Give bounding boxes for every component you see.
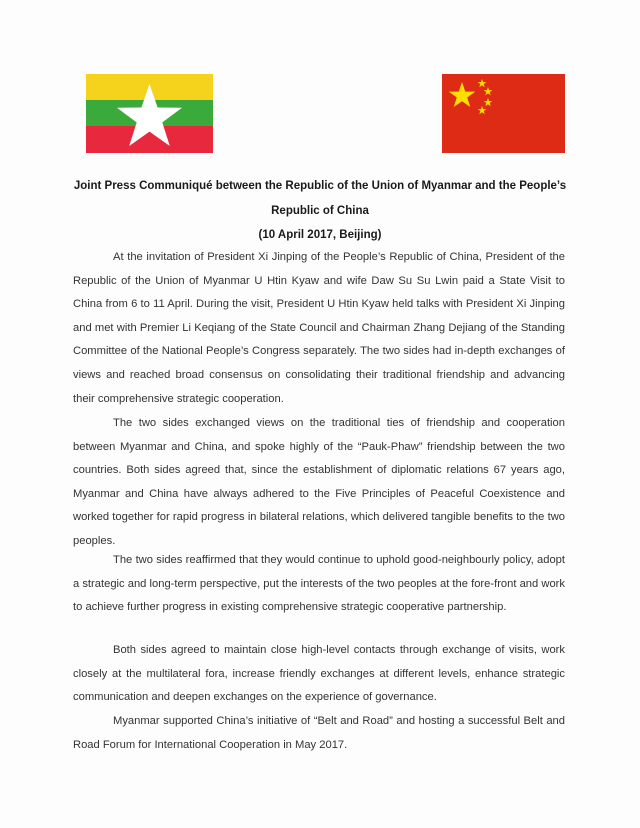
paragraph-text: Myanmar supported China’s initiative of “Belt and Road” and hosting a successful Belt and Road Forum for International Cooperation in May 2017. (73, 715, 565, 751)
paragraph-5 (73, 710, 565, 757)
paragraph-text: Both sides agreed to maintain close high-level contacts through exchange of visits, work closely at the multilateral fora, increase friendly exchanges at different levels, enhance strategic communication and deepen exchanges on the experience of governance. (73, 644, 565, 704)
china-flag-icon (442, 74, 565, 153)
communique-dateline: (10 April 2017, Beijing) (258, 229, 382, 241)
paragraph-3 (73, 549, 565, 620)
communique-title-line2: Republic of China (271, 205, 369, 217)
paragraph-text: At the invitation of President Xi Jinping of the People’s Republic of China, President of the Republic of the Union of Myanmar U Htin Kyaw and wife Daw Su Su Lwin paid a State Visit to China from 6 to 11 April. During the visit, President U Htin Kyaw held talks with President Xi Jinping and met with Premier Li Keqiang of the State Council and Chairman Zhang Dejiang of the Standing Committee of the National People’s Congress separately. The two sides had in-depth exchanges of views and reached broad consensus on consolidating their traditional friendship and advancing their comprehensive strategic cooperation. (73, 251, 565, 405)
paragraph-2 (73, 412, 565, 554)
paragraph-1 (73, 246, 565, 411)
paragraph-text: The two sides exchanged views on the traditional ties of friendship and cooperation between Myanmar and China, and spoke highly of the “Pauk-Phaw” friendship between the two countries. Both sides agreed that, since the establishment of diplomatic relations 67 years ago, Myanmar and China have always adhered to the Five Principles of Peaceful Coexistence and worked together for rapid progress in bilateral relations, which delivered tangible benefits to the two peoples. (73, 417, 565, 547)
communique-title-line1: Joint Press Communiqué between the Republic of the Union of Myanmar and the People’s (73, 180, 567, 192)
paragraph-4 (73, 639, 565, 710)
paragraph-text: The two sides reaffirmed that they would continue to uphold good-neighbourly policy, adopt a strategic and long-term perspective, put the interests of the two peoples at the fore-front and work to achieve further progress in existing comprehensive strategic cooperative partnership. (73, 554, 565, 614)
myanmar-flag-icon (86, 74, 213, 153)
